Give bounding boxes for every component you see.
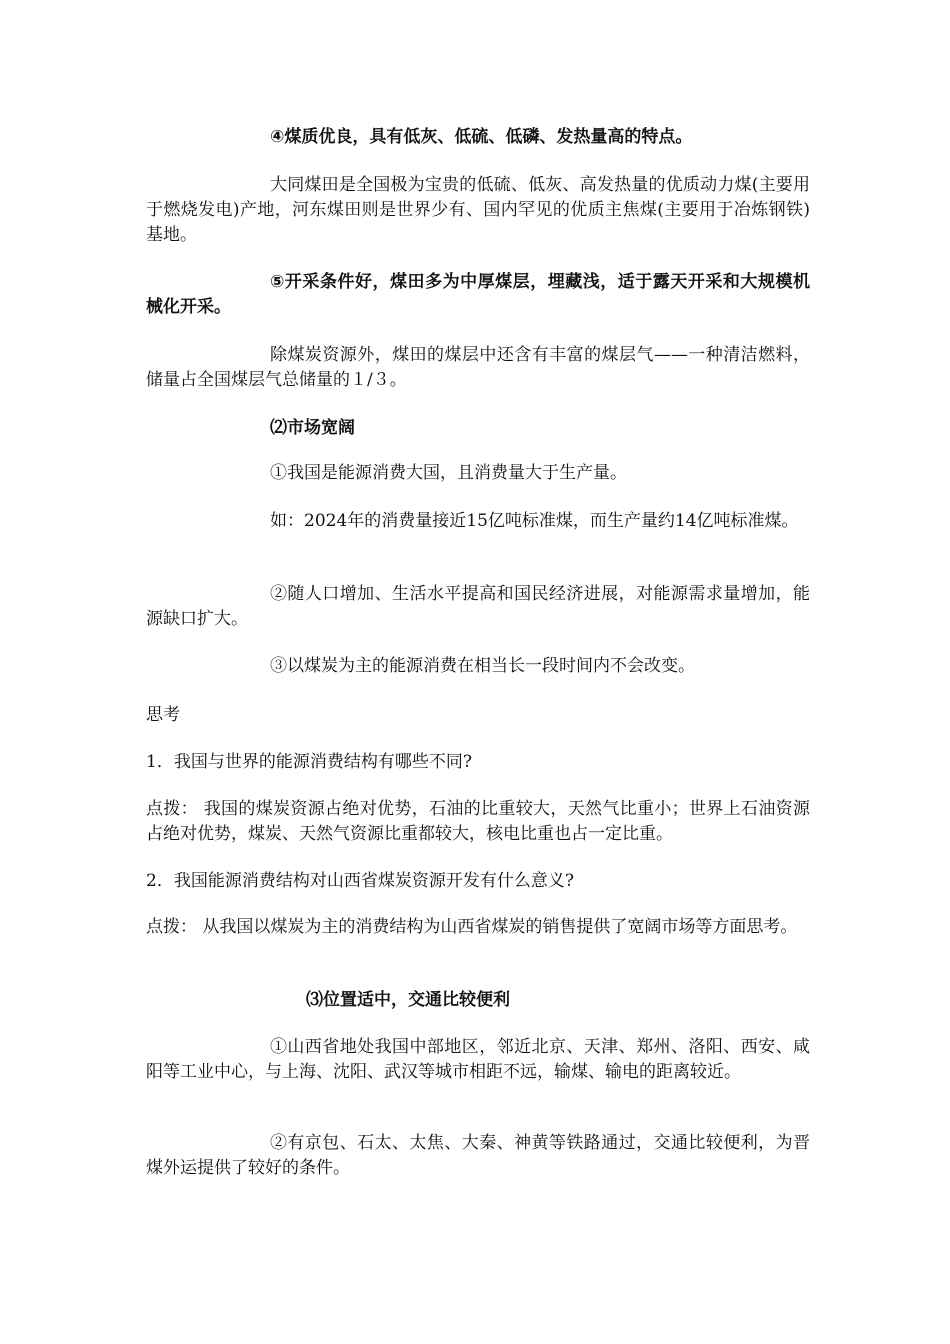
coalbed-gas-paragraph: 除煤炭资源外，煤田的煤层中还含有丰富的煤层气——一种清洁燃料，储量占全国煤层气总储量的１/３。 — [146, 345, 810, 390]
thinking-label: 思考 — [146, 705, 180, 725]
location-section-heading: ⑶位置适中，交通比较便利 — [306, 990, 510, 1010]
market-section-heading: ⑵市场宽阔 — [270, 418, 355, 438]
location-point-1: ①山西省地处我国中部地区，邻近北京、天津、郑州、洛阳、西安、咸阳等工业中心，与上海、沈阳、武汉等城市相距不远，输煤、输电的距离较近。 — [146, 1037, 810, 1082]
coal-quality-heading: ④煤质优良，具有低灰、低硫、低磷、发热量高的特点。 — [270, 127, 693, 147]
question-2: 2．我国能源消费结构对山西省煤炭资源开发有什么意义? — [146, 871, 574, 891]
mining-conditions-heading: ⑤开采条件好，煤田多为中厚煤层，埋藏浅，适于露天开采和大规模机械化开采。 — [146, 272, 810, 317]
market-point-2: ②随人口增加、生活水平提高和国民经济进展，对能源需求量增加，能源缺口扩大。 — [146, 584, 810, 629]
market-point-3: ③以煤炭为主的能源消费在相当长一段时间内不会改变。 — [270, 656, 695, 676]
answer-hint-2: 点拨： 从我国以煤炭为主的消费结构为山西省煤炭的销售提供了宽阔市场等方面思考。 — [146, 917, 798, 937]
coal-quality-paragraph: 大同煤田是全国极为宝贵的低硫、低灰、高发热量的优质动力煤(主要用于燃烧发电)产地，河东煤田则是世界少有、国内罕见的优质主焦煤(主要用于冶炼钢铁)基地。 — [146, 175, 810, 245]
market-example: 如：2024年的消费量接近15亿吨标准煤，而生产量约14亿吨标准煤。 — [270, 511, 799, 531]
question-1: 1．我国与世界的能源消费结构有哪些不同? — [146, 752, 472, 772]
location-point-2: ②有京包、石太、太焦、大秦、神黄等铁路通过，交通比较便利，为晋煤外运提供了较好的条件。 — [146, 1133, 810, 1178]
answer-hint-1: 点拨： 我国的煤炭资源占绝对优势，石油的比重较大，天然气比重小；世界上石油资源占绝对优势，煤炭、天然气资源比重都较大，核电比重也占一定比重。 — [146, 799, 810, 844]
market-point-1: ①我国是能源消费大国，且消费量大于生产量。 — [270, 463, 627, 483]
